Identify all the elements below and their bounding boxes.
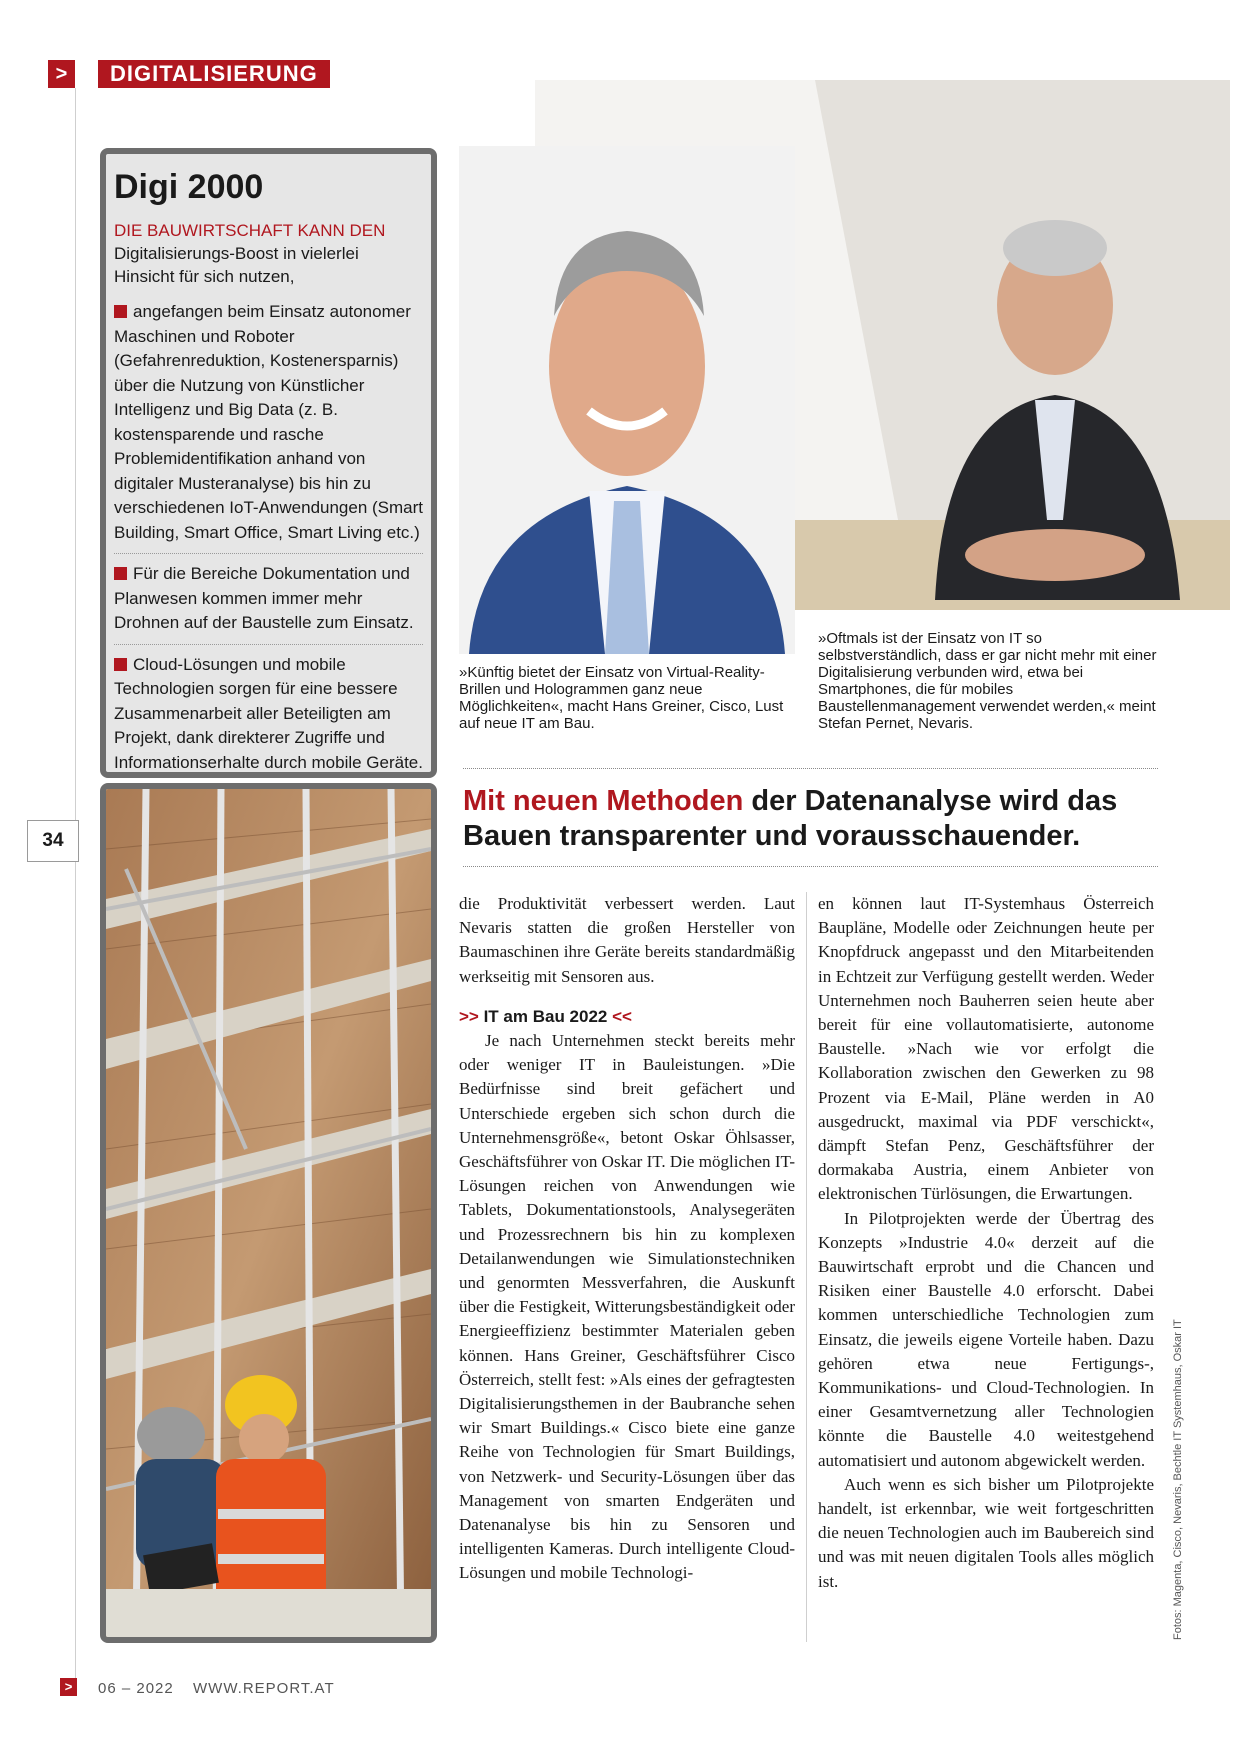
footer-arrow-icon: > <box>60 1678 77 1696</box>
subheading <box>459 1005 795 1029</box>
body-paragraph: Je nach Unternehmen steckt bereits mehr oder weniger IT in Bauleistungen. »Die Bedürfnisse sind breit gefächert und Unterschiede ergeben sich schon durch die Unternehmensgröße«, betont Oskar Öhlsasser, Geschäftsführer von Oskar IT. Die möglichen IT-Lösungen reichen von Anwendungen wie Tablets, Dokumentationstools, Analysegeräten und Prozessrechnern bis hin zu komplexen Detailanwendungen wie Simulationstechniken und genormten Messverfahren, die Auskunft über die Festigkeit, Witterungsbeständigkeit oder Energieeffizienz bestimmter Materialen geben können. Hans Greiner, Geschäftsführer Cisco Österreich, stellt fest: »Als eines der gefragtesten Digitalisierungsthemen in der Baubranche sehen wir Smart Buildings.« Cisco biete eine ganze Reihe von Technologien für Smart Buildings, von Netzwerk- und Security-Lösungen über das Management von smarten Endgeräten und Datenanalyse bis hin zu Sensoren und intelligenten Kameras. Durch intelligente Cloud-Lösungen und mobile Technologi- <box>459 1031 795 1583</box>
scaffolding-illustration <box>106 789 431 1637</box>
sidebar-info-box <box>100 148 437 778</box>
headline <box>463 784 1163 854</box>
square-bullet-icon <box>114 567 127 580</box>
greiner-portrait-illustration <box>459 146 795 654</box>
headline-text: der Datenanalyse wird das Bauen transparenter und vorausschauender. <box>463 785 1118 852</box>
subhead-open-icon: >> <box>459 1006 479 1026</box>
pernet-caption: »Oftmals ist der Einsatz von IT so selbstverständlich, dass er gar nicht mehr mit einer Digitalisierung verbunden wird, etwa bei Smartphones, die für mobiles Baustellenmanagement verwendet werden,« meint Stefan Pernet, Nevaris. <box>818 630 1157 732</box>
sidebar-list-item <box>114 553 423 636</box>
headline-top-rule <box>463 768 1158 769</box>
column-divider <box>806 892 807 1642</box>
body-column-1 <box>459 892 795 1586</box>
sidebar-lead <box>114 219 423 288</box>
footer-issue: 06 – 2022 <box>98 1680 174 1697</box>
headline-bottom-rule <box>463 866 1158 867</box>
body-paragraph: die Produktivität verbessert werden. Laut Nevaris statten die großen Hersteller von Baumaschinen ihre Geräte bereits standardmäßig werkseitig mit Sensoren aus. <box>459 894 795 986</box>
greiner-caption: »Künftig bietet der Einsatz von Virtual-Reality-Brillen und Hologrammen ganz neue Möglichkeiten«, macht Hans Greiner, Cisco, Lust auf neue IT am Bau. <box>459 664 784 732</box>
subhead-close-icon: << <box>612 1006 632 1026</box>
sidebar-item-text: Cloud-Lösungen und mobile Technologien sorgen für eine bessere Zusammenarbeit aller Beteiligten am Projekt, dank direkterer Zugriffe und Informationserhalte durch mobile Geräte. <box>114 654 423 772</box>
subhead-text: IT am Bau 2022 <box>478 1006 613 1026</box>
body-column-2 <box>818 892 1154 1594</box>
sidebar-list-item <box>114 644 423 776</box>
section-arrow-icon: > <box>48 60 75 88</box>
sidebar-item-text: Für die Bereiche Dokumentation und Planwesen kommen immer mehr Drohnen auf der Baustelle zum Einsatz. <box>114 564 414 632</box>
footer-url-link[interactable]: WWW.REPORT.AT <box>193 1680 335 1697</box>
headline-red: Mit neuen Methoden <box>463 785 744 817</box>
margin-rule <box>75 88 76 1678</box>
sidebar-title: Digi 2000 <box>114 168 264 206</box>
body-paragraph: en können laut IT-Systemhaus Österreich Baupläne, Modelle oder Zeichnungen heute per Knopfdruck angepasst und den Mitarbeitenden in Echtzeit zur Verfügung gestellt werden. Weder Unternehmen noch Bauherren seien heute aber bereit für eine vollautomatisierte, autonome Baustelle. »Nach wie vor erfolgt die Kollaboration zwischen den Gewerken zu 98 Prozent via E-Mail, Pläne werden in A0 ausgedruckt, maximal via PDF verschickt«, dämpft Stefan Penz, Geschäftsführer der dormakaba Austria, einem Anbieter von elektronischen Türlösungen, die Erwartungen. <box>818 894 1154 1204</box>
body-paragraph: In Pilotprojekten werde der Übertrag des Konzepts »Industrie 4.0« derzeit auf die Bauwirtschaft erprobt und die Chancen und Risiken einer Baustelle 4.0 erforscht. Dabei kommen unterschiedliche Technologien zum Einsatz, die jeweils eigene Vorteile haben. Dazu gehören etwa neue Fertigungs-, Kommunikations- und Cloud-Technologien. In einer Gesamtvernetzung aller Technologien könnte die Baustelle 4.0 weitestgehend automatisiert und autonom abgewickelt werden. <box>818 1208 1154 1470</box>
sidebar-lead-red: DIE BAUWIRTSCHAFT KANN DEN <box>114 221 386 240</box>
body-paragraph: Auch wenn es sich bisher um Pilotprojekte handelt, ist erkennbar, wie weit fortgeschritten die neuen Technologien auch im Baubereich sind und was mit neuen digitalen Tools alles möglich ist. <box>818 1474 1154 1591</box>
sidebar-lead-text: Digitalisierungs-Boost in vielerlei Hinsicht für sich nutzen, <box>114 244 359 286</box>
square-bullet-icon <box>114 305 127 318</box>
sidebar-list-item <box>114 292 423 545</box>
page-number: 34 <box>27 820 79 862</box>
section-tag: DIGITALISIERUNG <box>98 60 330 88</box>
construction-photo <box>100 783 437 1643</box>
square-bullet-icon <box>114 658 127 671</box>
greiner-portrait-photo <box>459 146 795 654</box>
sidebar-item-text: angefangen beim Einsatz autonomer Maschinen und Roboter (Gefahrenreduktion, Kostenersparnis) über die Nutzung von Künstlicher Intelligenz und Big Data (z. B. kostensparende und rasche Problemidentifikation anhand von digitaler Musteranalyse) bis hin zu verschiedenen IoT-Anwendungen (Smart Building, Smart Office, Smart Living etc.) <box>114 302 424 542</box>
photo-credit: Fotos: Magenta, Cisco, Nevaris, Bechtle IT Systemhaus, Oskar IT <box>1172 1319 1184 1640</box>
